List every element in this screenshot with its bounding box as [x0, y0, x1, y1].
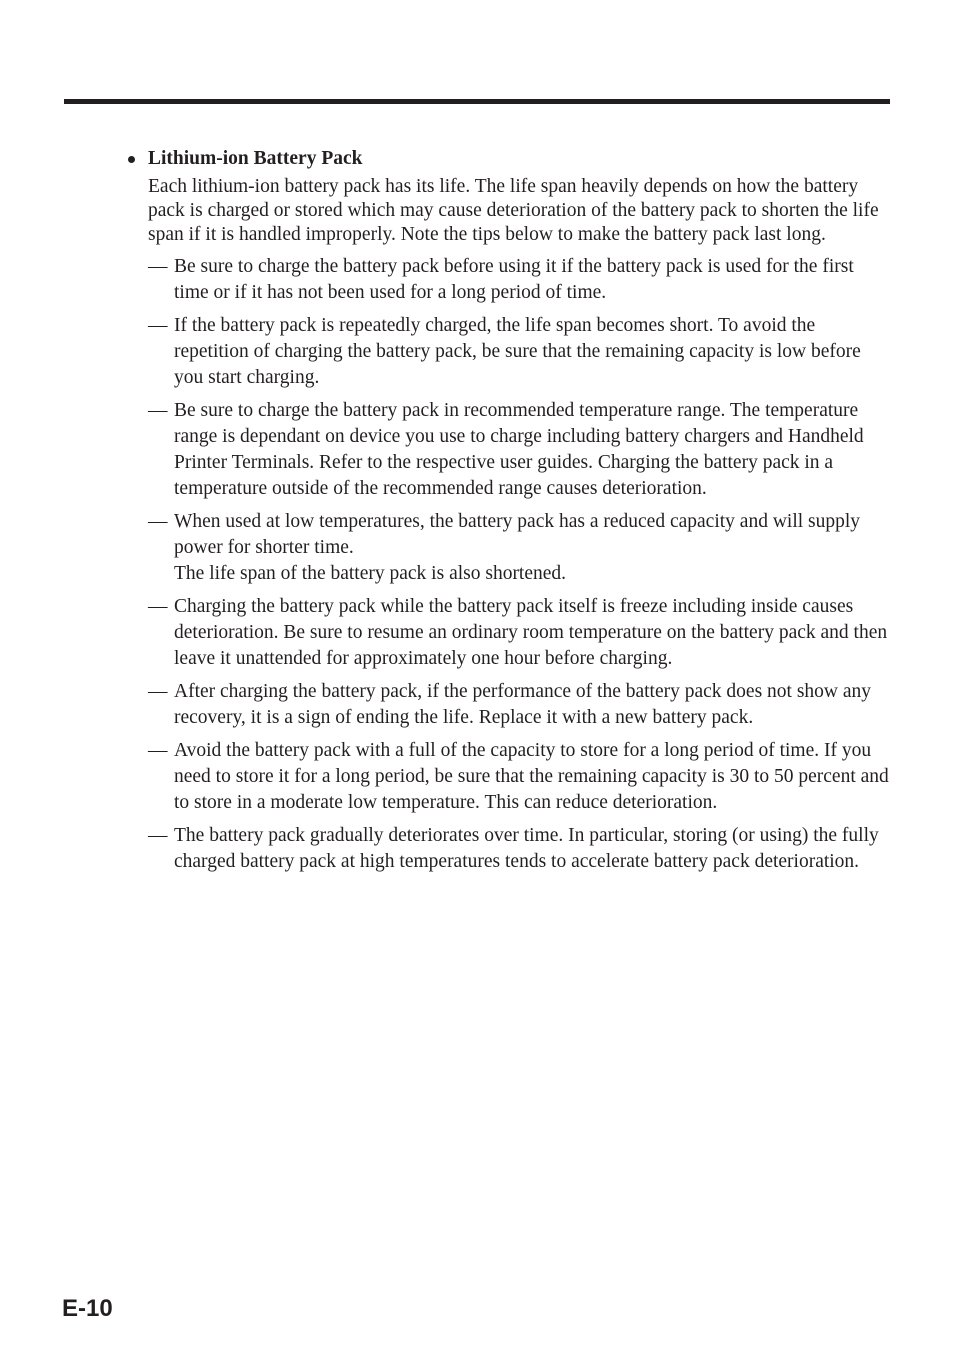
tip-item-6 [128, 679, 892, 731]
dash-marker: — [148, 681, 168, 702]
tip-item-5 [128, 594, 892, 672]
dash-marker: — [148, 511, 168, 532]
tips-list [128, 254, 892, 875]
section-heading [128, 146, 892, 172]
tip-text: Charging the battery pack while the battery pack itself is freeze including inside causes deterioration. Be sure to resume an ordinary room temperature on the battery pack and then leave it unattended for approximately one hour before charging. [174, 596, 888, 669]
tip-item-3 [128, 398, 892, 502]
tip-item-8 [128, 823, 892, 875]
page-number: E-10 [62, 1295, 113, 1322]
intro-paragraph: Each lithium-ion battery pack has its life. The life span heavily depends on how the battery pack is charged or stored which may cause deterioration of the battery pack to shorten the life span if it is handled improperly. Note the tips below to make the battery pack last long. [148, 176, 879, 245]
dash-marker: — [148, 256, 168, 277]
dash-marker: — [148, 740, 168, 761]
tip-item-7 [128, 738, 892, 816]
tip-text: Be sure to charge the battery pack in recommended temperature range. The temperature range is dependant on device you use to charge including battery chargers and Handheld Printer Terminals. Refer to the respective user guides. Charging the battery pack in a temperature outside of the recommended range causes deterioration. [174, 400, 864, 499]
tip-text: When used at low temperatures, the battery pack has a reduced capacity and will supply power for shorter time. [174, 511, 861, 558]
dash-marker: — [148, 315, 168, 336]
dash-marker: — [148, 596, 168, 617]
tip-text: If the battery pack is repeatedly charged, the life span becomes short. To avoid the repetition of charging the battery pack, be sure that the remaining capacity is low before you start charging. [174, 315, 861, 388]
dash-marker: — [148, 400, 168, 421]
tip-text: After charging the battery pack, if the performance of the battery pack does not show any recovery, it is a sign of ending the life. Replace it with a new battery pack. [174, 681, 872, 728]
tip-text: Avoid the battery pack with a full of the capacity to store for a long period of time. If you need to store it for a long period, be sure that the remaining capacity is 30 to 50 percent and to store in a moderate low temperature. This can reduce deterioration. [174, 740, 889, 813]
tip-item-4 [128, 509, 892, 587]
tip-text: Be sure to charge the battery pack before using it if the battery pack is used for the first time or if it has not been used for a long period of time. [174, 256, 854, 303]
battery-pack-section [128, 146, 892, 882]
header-rule [64, 99, 890, 104]
bullet-icon [128, 156, 135, 163]
section-heading-text: Lithium-ion Battery Pack [148, 148, 363, 169]
dash-marker: — [148, 825, 168, 846]
tip-text: The battery pack gradually deteriorates over time. In particular, storing (or using) the fully charged battery pack at high temperatures tends to accelerate battery pack deterioration. [174, 825, 879, 872]
tip-item-1 [128, 254, 892, 306]
tip-item-2 [128, 313, 892, 391]
tip-text-continuation: The life span of the battery pack is also shortened. [174, 563, 567, 584]
